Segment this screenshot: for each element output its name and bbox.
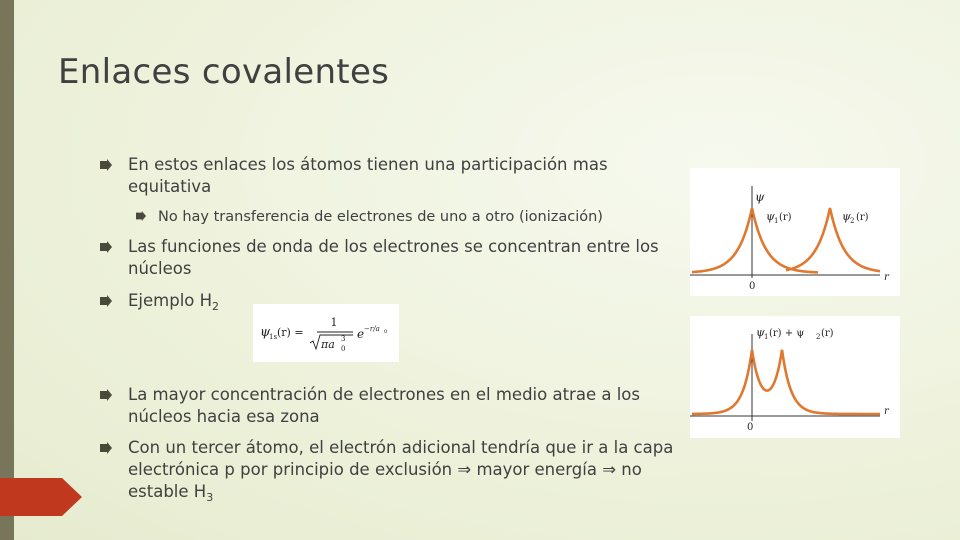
bullet-item xyxy=(158,206,678,228)
arrow-bullet-icon xyxy=(136,211,146,221)
bullet-item xyxy=(128,384,676,428)
bullet-text: Las funciones de onda de los electrones se concentran entre los núcleos xyxy=(128,237,659,278)
formula-exp-power-sub: 0 xyxy=(384,329,388,335)
graph1-x-label: r xyxy=(884,272,889,283)
graph2-plot xyxy=(690,316,900,438)
graph1-label1-sub: 1 xyxy=(774,217,779,225)
bullet-text: Con un tercer átomo, el electrón adicional tendría que ir a la capa electrónica p por principio de exclusión ⇒ mayor energía ⇒ no estable H xyxy=(128,438,674,501)
slide-title: Enlaces covalentes xyxy=(58,52,390,92)
formula-numerator: 1 xyxy=(330,316,338,329)
arrow-bullet-icon xyxy=(100,442,112,454)
bullet-text: Ejemplo H xyxy=(128,291,213,310)
formula-denominator-sup: 3 xyxy=(341,335,346,343)
bullet-text: En estos enlaces los átomos tienen una participación mas equitativa xyxy=(128,155,608,196)
slide-arrow-tab xyxy=(0,478,82,516)
wavefunction-formula xyxy=(253,304,399,362)
left-accent-bar xyxy=(0,0,14,540)
graph1-plot xyxy=(690,168,900,296)
graph2-label-end: (r) xyxy=(821,328,834,339)
graph2-label-sub1: 1 xyxy=(764,333,769,341)
subscript: 3 xyxy=(206,491,214,504)
arrow-bullet-icon xyxy=(100,241,112,253)
graph1-curve-psi1 xyxy=(692,208,818,272)
formula-lhs-sub: 1s xyxy=(269,333,278,341)
graph1-label2: ψ xyxy=(842,210,851,223)
graph1-origin: 0 xyxy=(749,281,756,292)
arrow-bullet-icon xyxy=(100,159,112,171)
formula-exp-power: −r/a xyxy=(364,325,380,333)
graph1-label2-arg: (r) xyxy=(856,212,869,223)
formula-exp-base: e xyxy=(357,327,365,341)
arrow-bullet-icon xyxy=(100,389,112,401)
graph2-label-sub2: 2 xyxy=(816,333,821,341)
subscript: 2 xyxy=(212,300,220,313)
graph1-label2-sub: 2 xyxy=(850,217,855,225)
graph1-y-label: ψ xyxy=(755,190,765,204)
graph2-curve-sum xyxy=(692,350,880,414)
formula-denominator: πa xyxy=(321,338,335,351)
bullet-item xyxy=(128,154,676,198)
formula-lhs: ψ xyxy=(260,325,271,340)
formula-lhs-arg: (r) = xyxy=(277,326,304,339)
bullet-item xyxy=(128,290,676,318)
graph1-label1: ψ xyxy=(766,210,775,223)
formula-denominator-sub: 0 xyxy=(341,345,346,353)
arrow-bullet-icon xyxy=(100,295,112,307)
graph-separate-wavefunctions xyxy=(690,168,900,296)
graph-combined-wavefunction xyxy=(690,316,900,438)
graph2-label-mid: (r) + ψ xyxy=(769,328,805,339)
bullet-item xyxy=(128,236,676,280)
bullet-text: No hay transferencia de electrones de uno a otro (ionización) xyxy=(158,209,603,225)
bullet-item xyxy=(128,437,676,509)
graph2-label: ψ xyxy=(756,326,765,339)
graph1-label1-arg: (r) xyxy=(779,212,792,223)
graph2-origin: 0 xyxy=(747,422,754,433)
bullet-text: La mayor concentración de electrones en el medio atrae a los núcleos hacia esa zona xyxy=(128,385,640,426)
formula-graphic xyxy=(253,304,399,362)
graph2-x-label: r xyxy=(884,406,889,417)
